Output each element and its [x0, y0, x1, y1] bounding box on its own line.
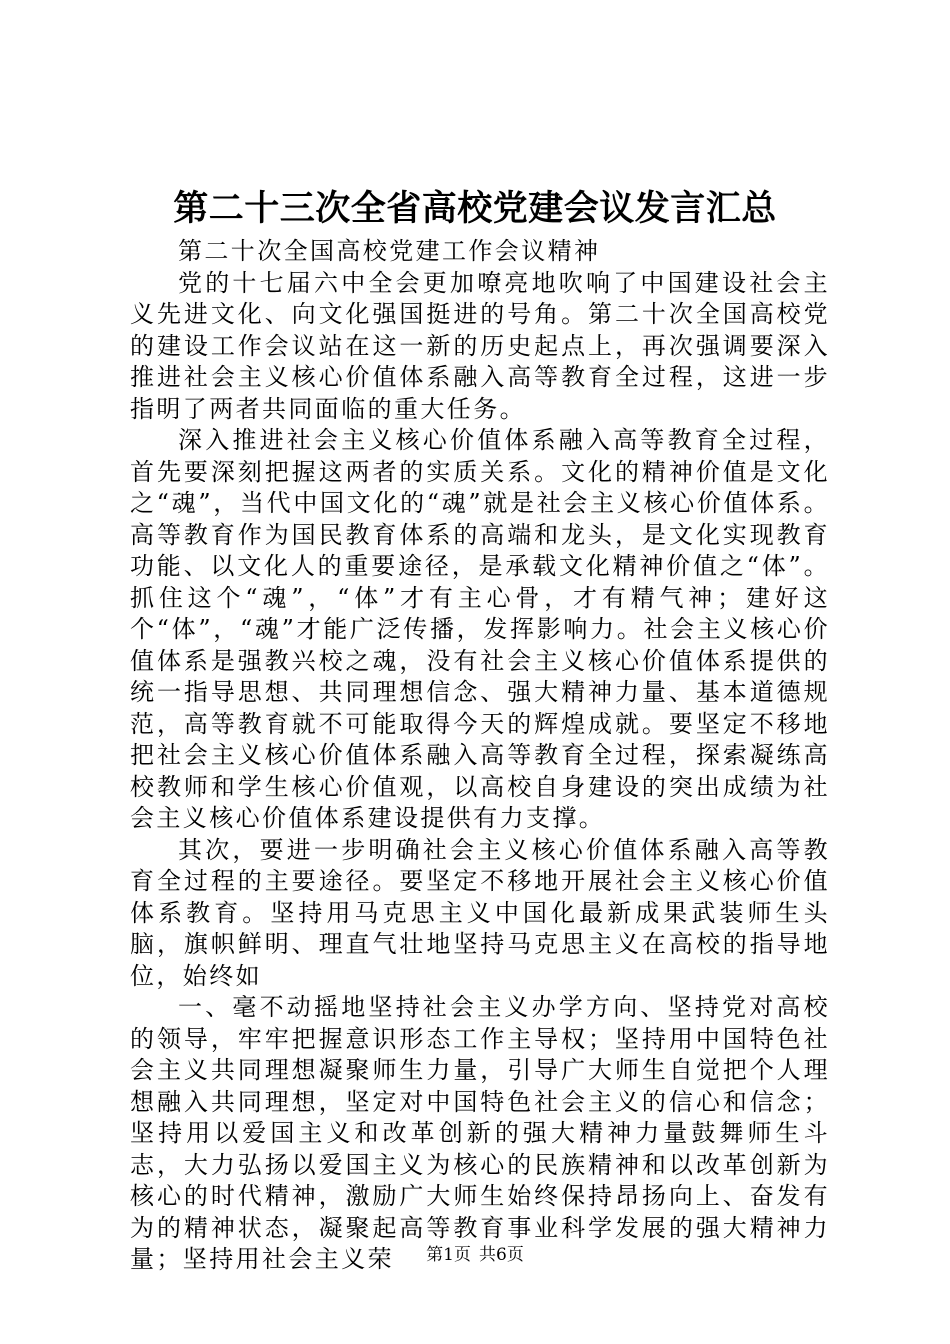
paragraph: 深入推进社会主义核心价值体系融入高等教育全过程，首先要深刻把握这两者的实质关系。文化的精神价值是文化之“魂”，当代中国文化的“魂”就是社会主义核心价值体系。高等教育作为国民教育体系的高端和龙头，是文化实现教育功能、以文化人的重要途径，是承载文化精神价值之“体”。抓住这个“魂”，“体”才有主心骨，才有精气神；建好这个“体”，“魂”才能广泛传播，发挥影响力。社会主义核心价值体系是强教兴校之魂，没有社会主义核心价值体系提供的统一指导思想、共同理想信念、强大精神力量、基本道德规范，高等教育就不可能取得今天的辉煌成就。要坚定不移地把社会主义核心价值体系融入高等教育全过程，探索凝练高校教师和学生核心价值观，以高校自身建设的突出成绩为社会主义核心价值体系建设提供有力支撑。: [130, 426, 830, 832]
page-total: 共6页: [479, 1245, 524, 1265]
page-footer: [0, 1245, 950, 1265]
page-number: 第1页: [426, 1245, 471, 1265]
paragraph: 党的十七届六中全会更加嘹亮地吹响了中国建设社会主义先进文化、向文化强国挺进的号角。第二十次全国高校党的建设工作会议站在这一新的历史起点上，再次强调要深入推进社会主义核心价值体系融入高等教育全过程，这进一步指明了两者共同面临的重大任务。: [130, 268, 830, 423]
paragraph: 一、毫不动摇地坚持社会主义办学方向、坚持党对高校的领导，牢牢把握意识形态工作主导权；坚持用中国特色社会主义共同理想凝聚师生力量，引导广大师生自觉把个人理想融入共同理想，坚定对中国特色社会主义的信心和信念；坚持用以爱国主义和改革创新的强大精神力量鼓舞师生斗志，大力弘扬以爱国主义为核心的民族精神和以改革创新为核心的时代精神，激励广大师生始终保持昂扬向上、奋发有为的精神状态，凝聚起高等教育事业科学发展的强大精神力量；坚持用社会主义荣: [130, 993, 830, 1273]
paragraph: 其次，要进一步明确社会主义核心价值体系融入高等教育全过程的主要途径。要坚定不移地开展社会主义核心价值体系教育。坚持用马克思主义中国化最新成果武装师生头脑，旗帜鲜明、理直气壮地坚持马克思主义在高校的指导地位，始终如: [130, 835, 830, 990]
document-title: 第二十三次全省高校党建会议发言汇总: [173, 188, 777, 229]
paragraph-subtitle: 第二十次全国高校党建工作会议精神: [178, 237, 601, 265]
document-body: [130, 236, 830, 1276]
